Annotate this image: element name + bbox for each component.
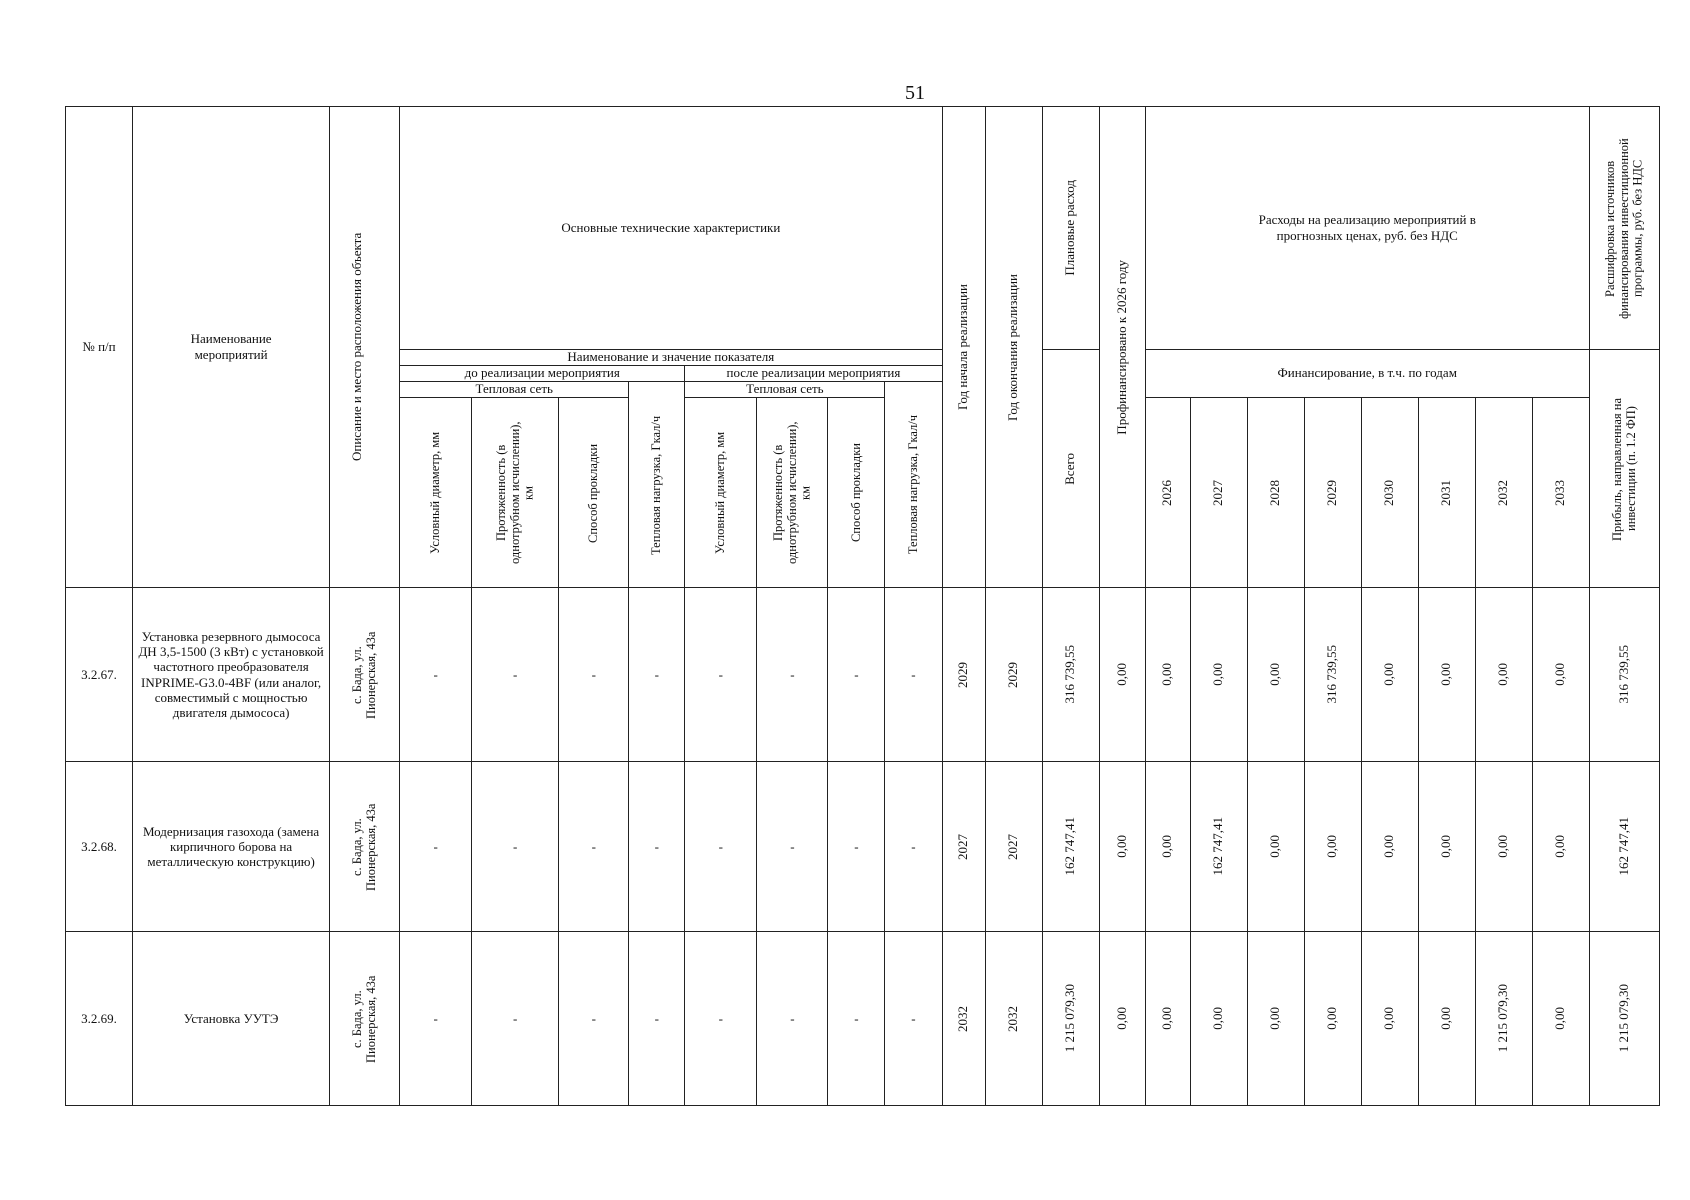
- header-year-2029: 2029: [1304, 398, 1361, 588]
- row-value: -: [629, 588, 685, 762]
- header-laying-after: Способ прокладки: [828, 398, 885, 588]
- row-year-value: 0,00: [1475, 588, 1532, 762]
- row-year-value: 0,00: [1145, 762, 1190, 932]
- header-name: Наименование мероприятий: [133, 107, 330, 588]
- row-total: 162 747,41: [1042, 762, 1099, 932]
- row-year-value: 0,00: [1190, 588, 1247, 762]
- header-tech: Основные технические характеристики: [400, 107, 942, 350]
- header-expenses: Расходы на реализацию мероприятий в прогнозных ценах, руб. без НДС: [1145, 107, 1589, 350]
- row-year-value: 0,00: [1247, 762, 1304, 932]
- header-total: Всего: [1042, 350, 1099, 588]
- row-year-value: 0,00: [1361, 932, 1418, 1106]
- row-value: -: [400, 932, 472, 1106]
- row-year-value: 0,00: [1418, 932, 1475, 1106]
- header-financing: Финансирование, в т.ч. по годам: [1145, 350, 1589, 398]
- row-value: -: [559, 762, 629, 932]
- row-year-value: 0,00: [1304, 932, 1361, 1106]
- header-end-year: Год окончания реализации: [985, 107, 1042, 588]
- header-prefinanced: Профинансировано к 2026 году: [1099, 107, 1145, 588]
- row-name: Установка УУТЭ: [133, 932, 330, 1106]
- row-end-year: 2029: [985, 588, 1042, 762]
- row-location: с. Бада, ул. Пионерская, 43а: [330, 932, 400, 1106]
- header-profit: Прибыль, направленная на инвестиции (п. 1.2 ФП): [1589, 350, 1659, 588]
- row-year-value: 0,00: [1247, 932, 1304, 1106]
- header-load-after: Тепловая нагрузка, Гкал/ч: [885, 382, 942, 588]
- row-year-value: 1 215 079,30: [1475, 932, 1532, 1106]
- row-value: -: [685, 932, 757, 1106]
- row-num: 3.2.67.: [66, 588, 133, 762]
- table-row: [66, 762, 1660, 932]
- header-laying-before: Способ прокладки: [559, 398, 629, 588]
- header-year-2030: 2030: [1361, 398, 1418, 588]
- header-heat-net-before: Тепловая сеть: [400, 382, 629, 398]
- row-year-value: 0,00: [1532, 932, 1589, 1106]
- row-value: -: [472, 932, 559, 1106]
- row-year-value: 0,00: [1190, 932, 1247, 1106]
- row-location: с. Бада, ул. Пионерская, 43а: [330, 762, 400, 932]
- row-prefinanced: 0,00: [1099, 932, 1145, 1106]
- row-year-value: 0,00: [1361, 588, 1418, 762]
- header-indicator: Наименование и значение показателя: [400, 350, 942, 366]
- row-value: -: [885, 588, 942, 762]
- header-heat-net-after: Тепловая сеть: [685, 382, 885, 398]
- row-profit: 1 215 079,30: [1589, 932, 1659, 1106]
- header-num: № п/п: [66, 107, 133, 588]
- row-end-year: 2032: [985, 932, 1042, 1106]
- table-row: [66, 932, 1660, 1106]
- row-value: -: [685, 588, 757, 762]
- row-total: 1 215 079,30: [1042, 932, 1099, 1106]
- table-row: [66, 588, 1660, 762]
- row-value: -: [685, 762, 757, 932]
- header-year-2031: 2031: [1418, 398, 1475, 588]
- row-prefinanced: 0,00: [1099, 762, 1145, 932]
- row-name: Установка резервного дымососа ДН 3,5-1500 (3 кВт) с установкой частотного преобразователя INPRIME-G3.0-4BF (или аналог, совместимый с мощностью двигателя дымососа): [133, 588, 330, 762]
- row-num: 3.2.69.: [66, 932, 133, 1106]
- header-year-2032: 2032: [1475, 398, 1532, 588]
- row-start-year: 2027: [942, 762, 985, 932]
- header-start-year: Год начала реализации: [942, 107, 985, 588]
- row-year-value: 0,00: [1418, 588, 1475, 762]
- row-value: -: [559, 588, 629, 762]
- header-year-2033: 2033: [1532, 398, 1589, 588]
- header-before: до реализации мероприятия: [400, 366, 685, 382]
- row-year-value: 0,00: [1532, 588, 1589, 762]
- row-value: -: [400, 588, 472, 762]
- row-value: -: [757, 588, 828, 762]
- investment-table-body: [65, 106, 1660, 1106]
- row-year-value: 0,00: [1247, 588, 1304, 762]
- header-year-2026: 2026: [1145, 398, 1190, 588]
- row-year-value: 0,00: [1145, 588, 1190, 762]
- row-value: -: [828, 588, 885, 762]
- row-profit: 316 739,55: [1589, 588, 1659, 762]
- row-value: -: [757, 762, 828, 932]
- row-value: -: [885, 932, 942, 1106]
- row-total: 316 739,55: [1042, 588, 1099, 762]
- row-year-value: 316 739,55: [1304, 588, 1361, 762]
- header-after: после реализации мероприятия: [685, 366, 942, 382]
- row-value: -: [629, 932, 685, 1106]
- row-year-value: 0,00: [1361, 762, 1418, 932]
- row-value: -: [559, 932, 629, 1106]
- row-value: -: [757, 932, 828, 1106]
- row-value: -: [828, 762, 885, 932]
- header-sources: Расшифровка источников финансирования инвестиционной программы, руб. без НДС: [1589, 107, 1659, 350]
- row-value: -: [472, 762, 559, 932]
- row-start-year: 2032: [942, 932, 985, 1106]
- header-diameter-before: Условный диаметр, мм: [400, 398, 472, 588]
- row-year-value: 0,00: [1475, 762, 1532, 932]
- row-num: 3.2.68.: [66, 762, 133, 932]
- row-year-value: 162 747,41: [1190, 762, 1247, 932]
- row-year-value: 0,00: [1418, 762, 1475, 932]
- row-end-year: 2027: [985, 762, 1042, 932]
- row-profit: 162 747,41: [1589, 762, 1659, 932]
- row-start-year: 2029: [942, 588, 985, 762]
- row-value: -: [629, 762, 685, 932]
- header-year-2028: 2028: [1247, 398, 1304, 588]
- header-length-after: Протяженность (в однотрубном исчислении), км: [757, 398, 828, 588]
- row-value: -: [400, 762, 472, 932]
- header-length-before: Протяженность (в однотрубном исчислении), км: [472, 398, 559, 588]
- page-number: 51: [905, 82, 925, 104]
- row-year-value: 0,00: [1145, 932, 1190, 1106]
- row-value: -: [885, 762, 942, 932]
- row-prefinanced: 0,00: [1099, 588, 1145, 762]
- header-planned: Плановые расход: [1042, 107, 1099, 350]
- header-year-2027: 2027: [1190, 398, 1247, 588]
- row-year-value: 0,00: [1304, 762, 1361, 932]
- row-value: -: [472, 588, 559, 762]
- row-value: -: [828, 932, 885, 1106]
- header-location: Описание и место расположения объекта: [330, 107, 400, 588]
- header-diameter-after: Условный диаметр, мм: [685, 398, 757, 588]
- row-year-value: 0,00: [1532, 762, 1589, 932]
- header-load-before: Тепловая нагрузка, Гкал/ч: [629, 382, 685, 588]
- row-name: Модернизация газохода (замена кирпичного борова на металлическую конструкцию): [133, 762, 330, 932]
- row-location: с. Бада, ул. Пионерская, 43а: [330, 588, 400, 762]
